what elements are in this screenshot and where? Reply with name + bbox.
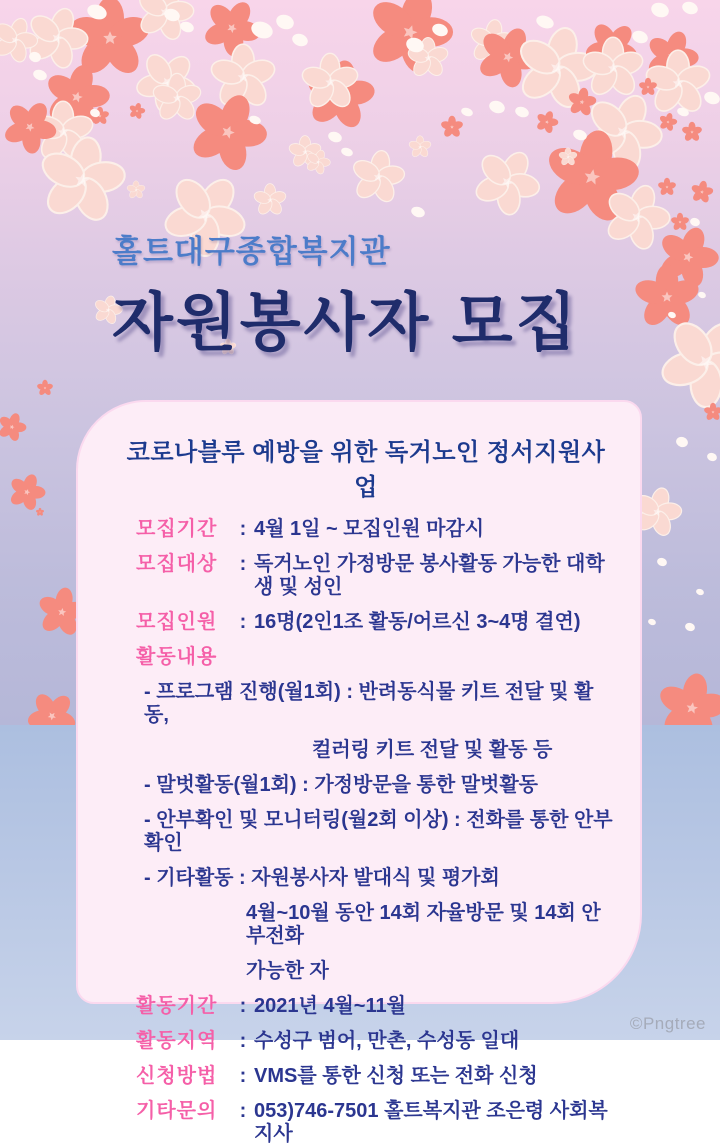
petal-dot-icon — [680, 0, 699, 16]
row-colon: : — [239, 1030, 247, 1052]
petal-dot-icon — [487, 99, 506, 116]
sakura-icon — [36, 380, 53, 396]
sakura-icon — [460, 136, 553, 228]
row-value: 053)746-7501 홀트복지관 조은령 사회복지사 — [254, 1100, 608, 1145]
info-panel — [76, 400, 642, 1145]
sakura-icon — [688, 179, 715, 205]
row-value: - 프로그램 진행(월1회) : 반려동식물 키트 전달 및 활동, — [144, 681, 594, 726]
row-colon: : — [239, 553, 247, 575]
petal-dot-icon — [656, 557, 668, 568]
info-row — [136, 611, 616, 634]
info-row — [136, 646, 616, 669]
sakura-icon — [2, 468, 51, 516]
row-value: 4월~10월 동안 14회 자율방문 및 14회 안부전화 — [246, 902, 601, 947]
petal-dot-icon — [32, 68, 49, 82]
petal-dot-icon — [340, 146, 354, 158]
sakura-icon — [253, 184, 288, 217]
watermark: ©Pngtree — [629, 1014, 706, 1033]
info-row — [136, 809, 616, 855]
sakura-icon — [36, 508, 45, 516]
petal-dot-icon — [410, 205, 427, 219]
row-label: 신청방법 — [136, 1065, 218, 1087]
row-value: 독거노인 가정방문 봉사활동 가능한 대학생 및 성인 — [254, 553, 605, 598]
info-row — [136, 553, 616, 599]
row-label: 활동지역 — [136, 1030, 218, 1052]
sakura-icon — [346, 146, 411, 209]
row-value: - 기타활동 : 자원봉사자 발대식 및 평가회 — [144, 867, 500, 889]
petal-dot-icon — [179, 20, 196, 34]
info-row — [136, 1100, 616, 1146]
info-row — [136, 995, 616, 1018]
sakura-icon — [532, 107, 562, 136]
sakura-icon — [670, 213, 689, 232]
row-colon: : — [239, 1100, 247, 1122]
poster-title: 자원봉사자 모집 — [112, 288, 580, 358]
petal-dot-icon — [327, 130, 344, 144]
info-row — [136, 1030, 616, 1053]
info-row — [136, 902, 616, 948]
petal-dot-icon — [647, 618, 657, 626]
row-label: 모집인원 — [136, 611, 218, 633]
row-label: 모집기간 — [136, 518, 218, 540]
row-label: 모집대상 — [136, 553, 218, 575]
info-row — [136, 518, 616, 541]
sakura-icon — [681, 122, 703, 143]
petal-dot-icon — [684, 622, 696, 633]
petal-dot-icon — [697, 291, 707, 299]
row-colon: : — [239, 1065, 247, 1087]
petal-dot-icon — [534, 13, 555, 30]
petal-dot-icon — [514, 105, 531, 119]
row-label: 활동기간 — [136, 995, 218, 1017]
row-colon: : — [239, 611, 247, 633]
info-row — [136, 1065, 616, 1088]
petal-dot-icon — [702, 90, 720, 107]
info-row — [136, 774, 616, 797]
row-colon: : — [239, 995, 247, 1017]
row-value: VMS를 통한 신청 또는 전화 신청 — [254, 1065, 538, 1087]
sakura-icon — [126, 101, 147, 121]
row-value: 16명(2인1조 활동/어르신 3~4명 결연) — [254, 611, 581, 633]
sakura-icon — [126, 181, 145, 200]
petal-dot-icon — [460, 106, 474, 118]
program-heading: 코로나블루 예방을 위한 독거노인 정서지원사업 — [126, 439, 606, 501]
row-value: - 말벗활동(월1회) : 가정방문을 통한 말벗활동 — [144, 774, 538, 796]
sakura-icon — [0, 408, 31, 445]
row-value: 2021년 4월~11월 — [254, 995, 406, 1017]
row-value: - 안부확인 및 모니터링(월2회 이상) : 전화를 통한 안부확인 — [144, 809, 613, 854]
petal-dot-icon — [649, 0, 671, 19]
petal-dot-icon — [675, 435, 690, 449]
petal-dot-icon — [274, 12, 296, 31]
row-label: 활동내용 — [136, 646, 218, 668]
sakura-icon — [657, 178, 676, 197]
row-label: 기타문의 — [136, 1100, 218, 1122]
info-row — [136, 739, 616, 762]
info-row — [136, 867, 616, 890]
info-row — [136, 960, 616, 983]
petal-dot-icon — [630, 29, 649, 46]
sakura-icon — [440, 116, 464, 139]
row-value: 컬러링 키트 전달 및 활동 등 — [312, 739, 553, 761]
petal-dot-icon — [290, 32, 309, 49]
petal-dot-icon — [695, 588, 705, 596]
petal-dot-icon — [706, 452, 718, 463]
petal-dot-icon — [689, 217, 701, 228]
organization-name: 홀트대구종합복지관 — [112, 234, 391, 269]
info-rows — [136, 518, 616, 1146]
row-colon: : — [239, 518, 247, 540]
row-value: 4월 1일 ~ 모집인원 마감시 — [254, 518, 485, 540]
row-value: 수성구 범어, 만촌, 수성동 일대 — [254, 1030, 520, 1052]
info-row — [136, 681, 616, 727]
sakura-icon — [408, 136, 432, 159]
row-value: 가능한 자 — [246, 960, 329, 982]
